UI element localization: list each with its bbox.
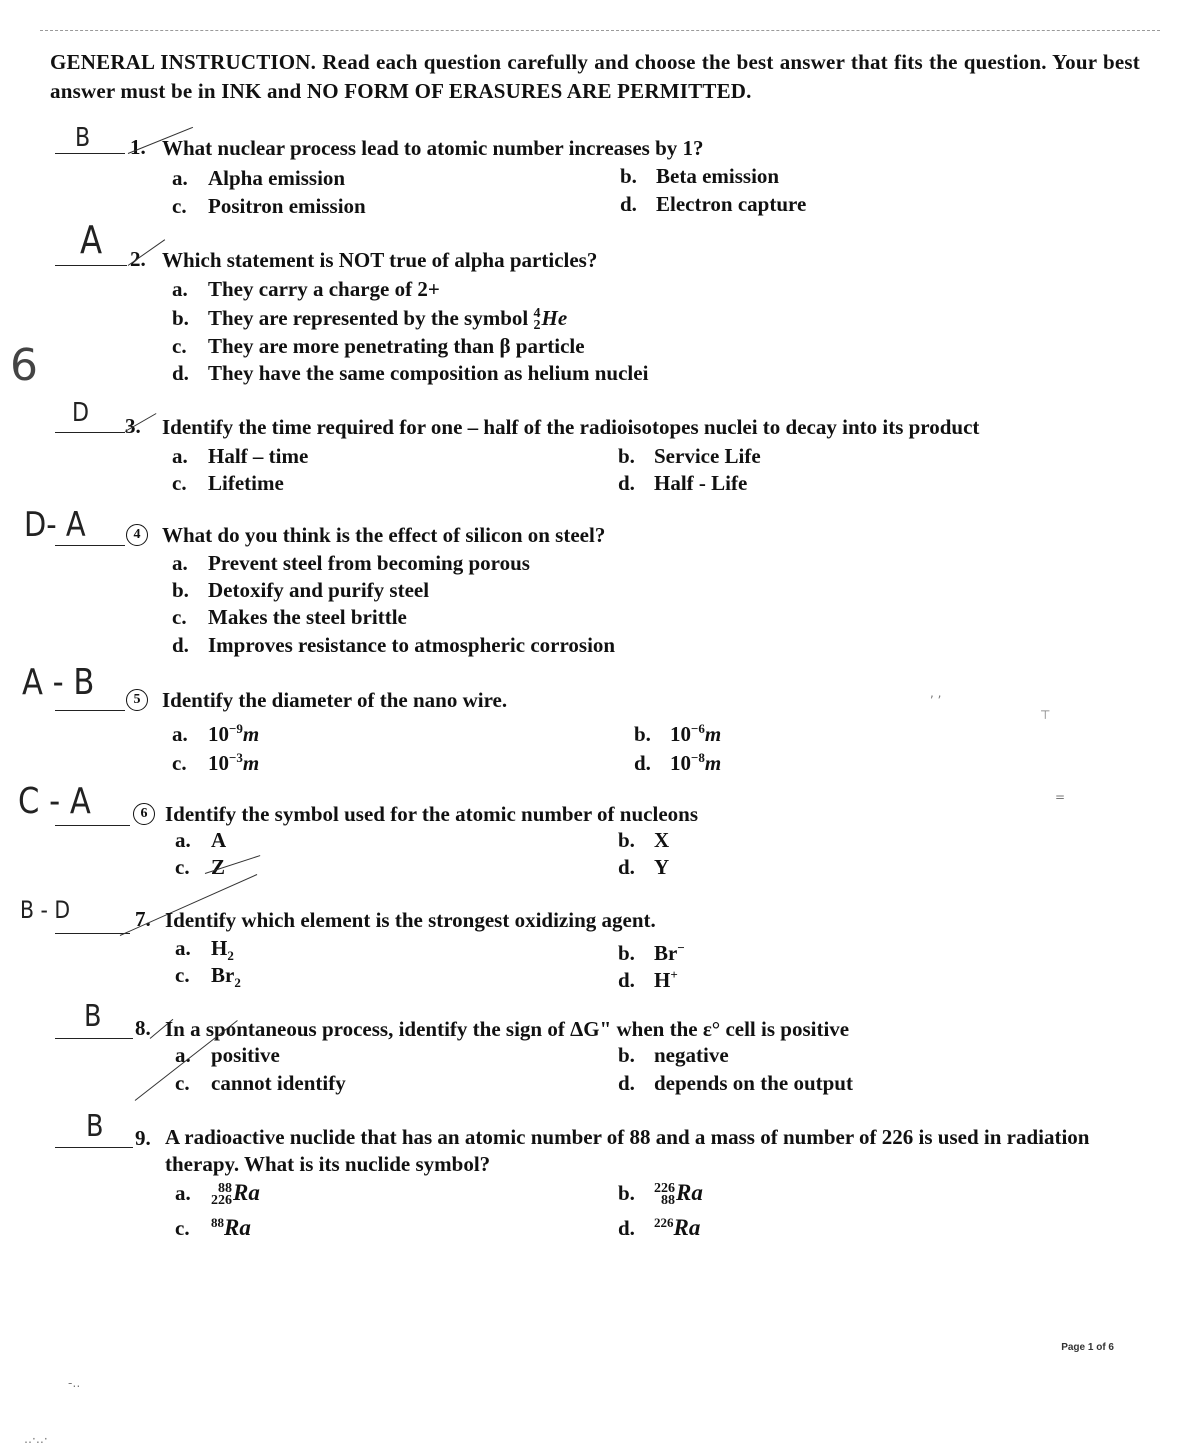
- general-instructions: GENERAL INSTRUCTION. Read each question carefully and choose the best answer that fits the question. Your best answer must be in INK and NO FORM OF ERASURES ARE PERMITTED.: [50, 50, 1140, 103]
- option-c[interactable]: c. Positron emission: [172, 194, 366, 218]
- option-d[interactable]: d. H+: [618, 967, 678, 992]
- answer-line: [55, 265, 127, 266]
- handwritten-answer: B - D: [20, 896, 71, 924]
- option-b[interactable]: b. Service Life: [618, 444, 761, 468]
- handwritten-answer: A: [80, 218, 103, 262]
- option-c[interactable]: c. They are more penetrating than β particle: [172, 334, 585, 358]
- answer-line: [55, 710, 125, 711]
- question-text: Identify which element is the strongest oxidizing agent.: [165, 908, 656, 932]
- top-rule: [40, 30, 1160, 31]
- handwritten-answer: D- A: [24, 505, 86, 545]
- handwritten-answer: B: [75, 123, 91, 153]
- option-c[interactable]: c. cannot identify: [175, 1071, 346, 1095]
- option-b[interactable]: b. Beta emission: [620, 164, 780, 188]
- option-c[interactable]: c. $^{88}$Ra: [175, 1215, 251, 1240]
- option-a[interactable]: a. 88 226 Ra: [175, 1180, 260, 1209]
- question-text: Identify the diameter of the nano wire.: [162, 688, 508, 712]
- option-a[interactable]: a. Prevent steel from becoming porous: [172, 551, 530, 575]
- question-text: Identify the symbol used for the atomic number of nucleons: [165, 802, 698, 826]
- answer-line: [55, 1038, 133, 1039]
- scan-speck: , ,: [930, 686, 942, 700]
- question-number: 6: [133, 803, 155, 825]
- handwritten-answer: D: [72, 398, 90, 428]
- option-d[interactable]: d. Y: [618, 855, 670, 879]
- scan-speck: =: [1055, 790, 1066, 804]
- option-a[interactable]: a. They carry a charge of 2+: [172, 277, 440, 301]
- option-c[interactable]: c. Z: [175, 855, 226, 879]
- question-number: 2.: [130, 247, 146, 271]
- answer-line: [55, 933, 130, 934]
- answer-line: [55, 432, 125, 433]
- option-a[interactable]: a. positive: [175, 1043, 280, 1067]
- question-number: 3.: [125, 414, 141, 438]
- option-d[interactable]: d. Half - Life: [618, 471, 748, 495]
- option-d[interactable]: d. $^{226}$Ra: [618, 1215, 701, 1240]
- handwritten-answer: A - B: [22, 662, 95, 703]
- answer-line: [55, 825, 130, 826]
- question-number: 4: [126, 524, 148, 546]
- answer-line: [55, 545, 125, 546]
- question-number: 9.: [135, 1126, 151, 1150]
- handwritten-answer: B: [84, 999, 102, 1034]
- option-b[interactable]: b. X: [618, 828, 670, 852]
- question-number: 1.: [130, 135, 146, 159]
- option-b[interactable]: b. negative: [618, 1043, 729, 1067]
- option-b[interactable]: b. They are represented by the symbol 4 2 He: [172, 306, 568, 334]
- margin-score-handwritten: 6: [10, 340, 38, 391]
- option-a[interactable]: a. Half – time: [172, 444, 309, 468]
- answer-line: [55, 153, 125, 154]
- question-text: What nuclear process lead to atomic number increases by 1?: [162, 136, 704, 160]
- option-a[interactable]: a. Alpha emission: [172, 166, 346, 190]
- option-a[interactable]: a. $H_2$: [175, 936, 234, 964]
- handwritten-answer: B: [86, 1109, 104, 1144]
- answer-line: [55, 1147, 133, 1148]
- option-c[interactable]: c. $10^{-3}m$: [172, 750, 260, 775]
- option-d[interactable]: d. depends on the output: [618, 1071, 853, 1095]
- question-text: A radioactive nuclide that has an atomic number of 88 and a mass of number of 226 is used in radiation therapy. What is its nuclide symbol?: [165, 1125, 1090, 1176]
- scan-speck: ⊤: [1040, 708, 1051, 722]
- page-footer: Page 1 of 6: [1061, 1342, 1114, 1353]
- question-text: What do you think is the effect of silicon on steel?: [162, 523, 606, 547]
- option-c[interactable]: c. Makes the steel brittle: [172, 605, 407, 629]
- option-a[interactable]: a. A: [175, 828, 227, 852]
- question-number: 5: [126, 689, 148, 711]
- question-text: Which statement is NOT true of alpha particles?: [162, 248, 598, 272]
- option-c[interactable]: c. Lifetime: [172, 471, 284, 495]
- option-d[interactable]: d. $10^{-8}m$: [634, 750, 722, 775]
- question-number: 8.: [135, 1016, 151, 1040]
- option-b[interactable]: b. Detoxify and purify steel: [172, 578, 430, 602]
- handwritten-answer: C - A: [18, 781, 91, 822]
- option-c[interactable]: c. $Br_2$: [175, 963, 241, 991]
- option-d[interactable]: d. They have the same composition as helium nuclei: [172, 361, 649, 385]
- scan-speck: ‐‥: [68, 1376, 81, 1390]
- option-b[interactable]: b. 226 88 Ra: [618, 1180, 703, 1209]
- option-b[interactable]: b. Br−: [618, 940, 685, 965]
- nuclide-stack: 4 2: [533, 306, 541, 334]
- question-text: In a spontaneous process, identify the sign of ΔG" when the ε° cell is positive: [165, 1017, 850, 1041]
- option-d[interactable]: d. Improves resistance to atmospheric corrosion: [172, 633, 616, 657]
- question-number: 7.: [135, 907, 151, 931]
- question-text: Identify the time required for one – half of the radioisotopes nuclei to decay into its product: [162, 415, 980, 439]
- option-b[interactable]: b. $10^{-6}m$: [634, 721, 722, 746]
- option-d[interactable]: d. Electron capture: [620, 192, 807, 216]
- scan-speck: ‥·‥·: [24, 1432, 48, 1446]
- option-a[interactable]: a. $10^{-9}m$: [172, 721, 260, 746]
